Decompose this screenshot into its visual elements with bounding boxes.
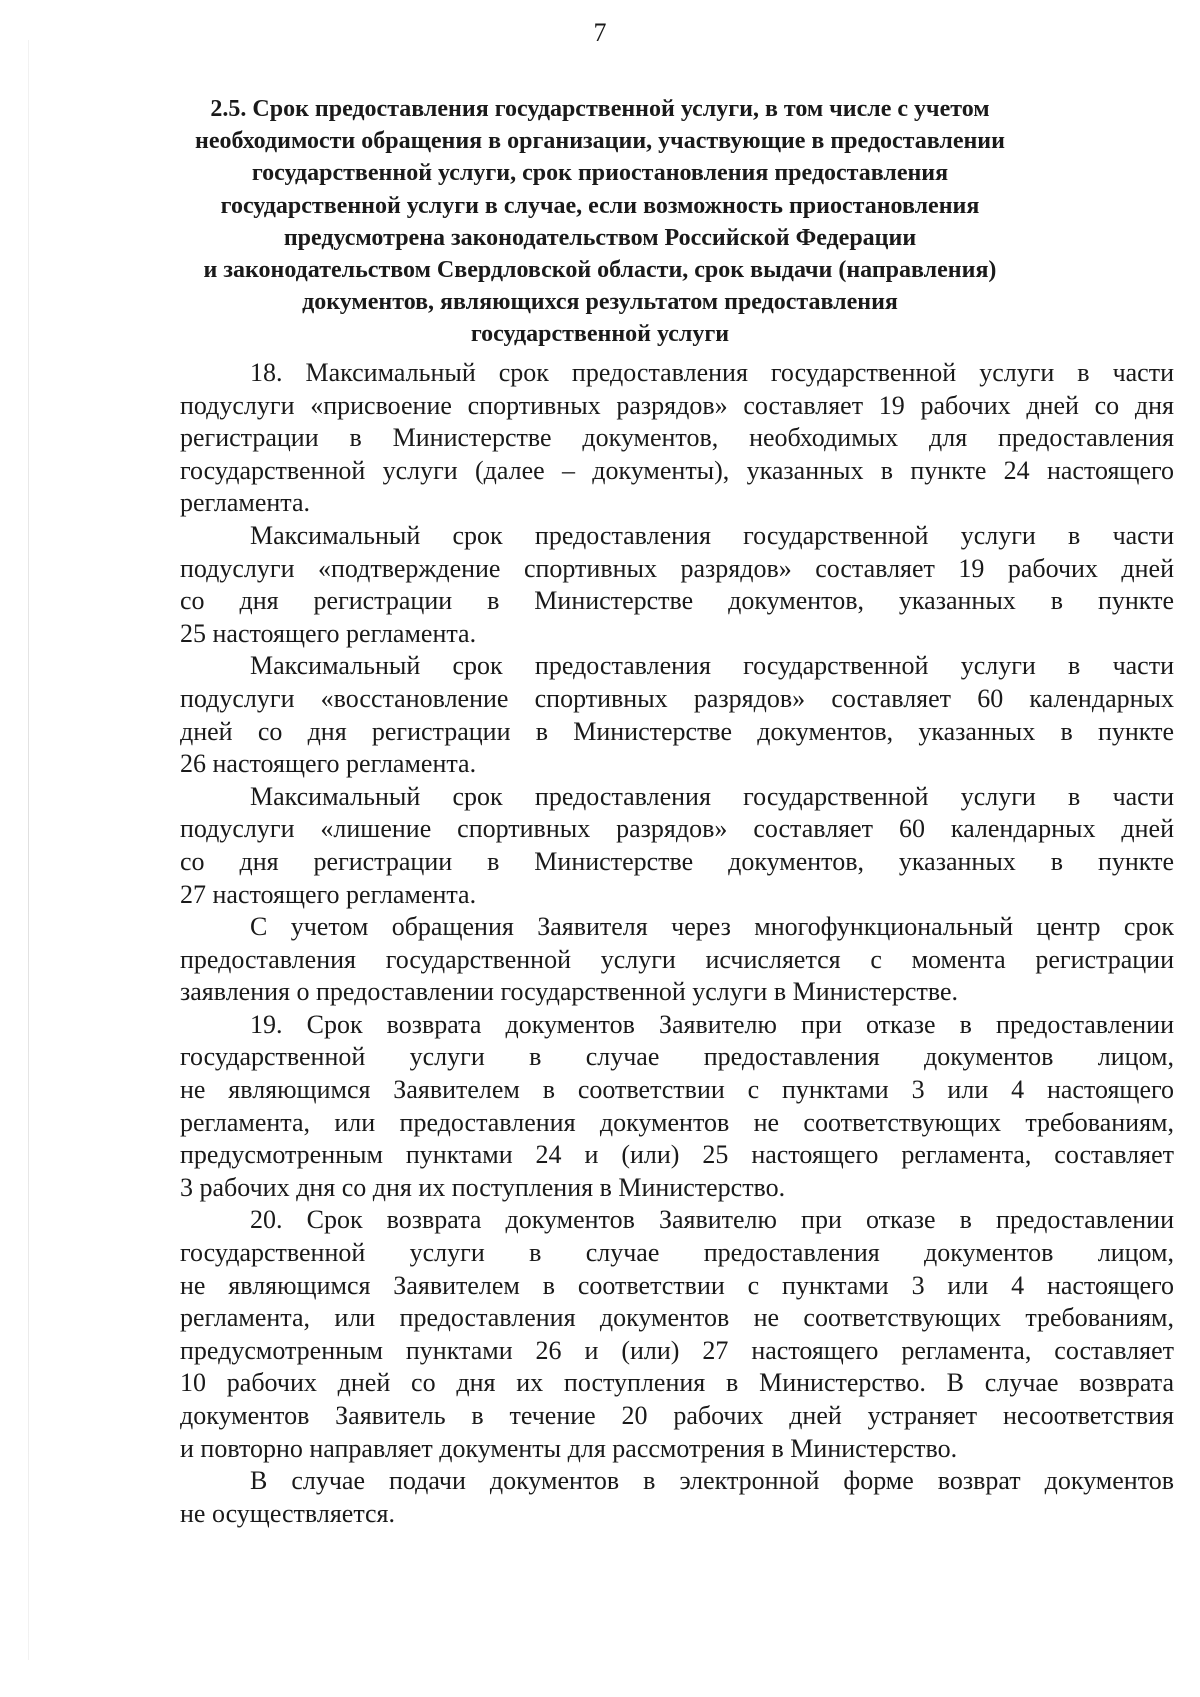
text-line: и повторно направляет документы для рассмотрения в Министерство.: [180, 1433, 958, 1463]
text-line: 26 настоящего регламента.: [180, 749, 477, 779]
paragraph-restoration: [180, 650, 1174, 780]
text-line: 3 рабочих дня со дня их поступления в Министерство.: [180, 1172, 786, 1202]
section-heading: [180, 93, 1020, 351]
heading-line: и законодательством Свердловской области, срок выдачи (направления): [203, 257, 997, 284]
text-line: регламента, или предоставления документов не соответствующих требованиям,: [180, 1303, 1174, 1333]
paragraph-mfc: [180, 911, 1174, 1009]
text-line: С учетом обращения Заявителя через многофункциональный центр срок: [250, 912, 1174, 942]
text-line: дней со дня регистрации в Министерстве документов, указанных в пункте: [180, 716, 1174, 746]
scan-edge-shadow: [28, 40, 29, 1660]
paragraph-electronic: [180, 1465, 1174, 1530]
text-line: не являющимся Заявителем в соответствии с пунктами 3 или 4 настоящего: [180, 1075, 1174, 1105]
text-line: Максимальный срок предоставления государственной услуги в части: [250, 781, 1174, 811]
heading-line: 2.5. Срок предоставления государственной услуги, в том числе с учетом: [210, 96, 990, 122]
text-line: предусмотренным пунктами 26 и (или) 27 настоящего регламента, составляет: [180, 1335, 1174, 1365]
text-line: 20. Срок возврата документов Заявителю при отказе в предоставлении: [250, 1205, 1174, 1235]
text-line: подуслуги «лишение спортивных разрядов» составляет 60 календарных дней: [180, 814, 1174, 844]
text-line: документов Заявитель в течение 20 рабочих дней устраняет несоответствия: [180, 1401, 1174, 1430]
text-line: Максимальный срок предоставления государственной услуги в части: [250, 520, 1174, 550]
text-line: государственной услуги (далее – документы), указанных в пункте 24 настоящего: [180, 455, 1174, 485]
paragraph-item-20: [180, 1204, 1174, 1465]
text-line: предоставления государственной услуги исчисляется с момента регистрации: [180, 944, 1174, 974]
paragraph-deprivation: [180, 781, 1174, 911]
heading-line: государственной услуги: [470, 321, 730, 348]
heading-line: государственной услуги в случае, если возможность приостановления: [220, 192, 980, 219]
text-line: подуслуги «подтверждение спортивных разрядов» составляет 19 рабочих дней: [180, 553, 1174, 583]
heading-line: необходимости обращения в организации, участвующие в предоставлении: [195, 128, 1005, 155]
text-line: не осуществляется.: [180, 1498, 395, 1528]
text-line: предусмотренным пунктами 24 и (или) 25 настоящего регламента, составляет: [180, 1140, 1174, 1170]
text-line: заявления о предоставлении государственной услуги в Министерстве.: [180, 977, 958, 1007]
text-line: регистрации в Министерстве документов, необходимых для предоставления: [180, 423, 1174, 453]
text-line: не являющимся Заявителем в соответствии с пунктами 3 или 4 настоящего: [180, 1270, 1174, 1300]
document-body: [180, 357, 1174, 1530]
text-line: подуслуги «восстановление спортивных разрядов» составляет 60 календарных: [180, 683, 1174, 713]
text-line: государственной услуги в случае предоставления документов лицом,: [180, 1042, 1174, 1072]
text-line: подуслуги «присвоение спортивных разрядов» составляет 19 рабочих дней со дня: [180, 390, 1174, 420]
page-number: 7: [593, 18, 607, 47]
text-line: В случае подачи документов в электронной форме возврат документов: [250, 1466, 1174, 1496]
text-line: 25 настоящего регламента.: [180, 618, 477, 648]
text-line: со дня регистрации в Министерстве документов, указанных в пункте: [180, 846, 1174, 876]
paragraph-confirmation: [180, 520, 1174, 650]
paragraph-item-19: [180, 1009, 1174, 1205]
text-line: со дня регистрации в Министерстве документов, указанных в пункте: [180, 586, 1174, 616]
text-line: 18. Максимальный срок предоставления государственной услуги в части: [250, 358, 1174, 387]
text-line: Максимальный срок предоставления государственной услуги в части: [250, 651, 1174, 681]
heading-line: государственной услуги, срок приостановления предоставления: [251, 160, 949, 187]
heading-line: предусмотрена законодательством Российской Федерации: [283, 224, 917, 251]
text-line: государственной услуги в случае предоставления документов лицом,: [180, 1238, 1174, 1268]
text-line: регламента, или предоставления документов не соответствующих требованиям,: [180, 1107, 1174, 1137]
text-line: 19. Срок возврата документов Заявителю при отказе в предоставлении: [250, 1009, 1174, 1039]
heading-line: документов, являющихся результатом предоставления: [302, 289, 898, 316]
text-line: 27 настоящего регламента.: [180, 879, 477, 909]
text-line: регламента.: [180, 488, 311, 518]
paragraph-item-18: [180, 357, 1174, 520]
text-line: 10 рабочих дней со дня их поступления в Министерство. В случае возврата: [180, 1368, 1174, 1398]
